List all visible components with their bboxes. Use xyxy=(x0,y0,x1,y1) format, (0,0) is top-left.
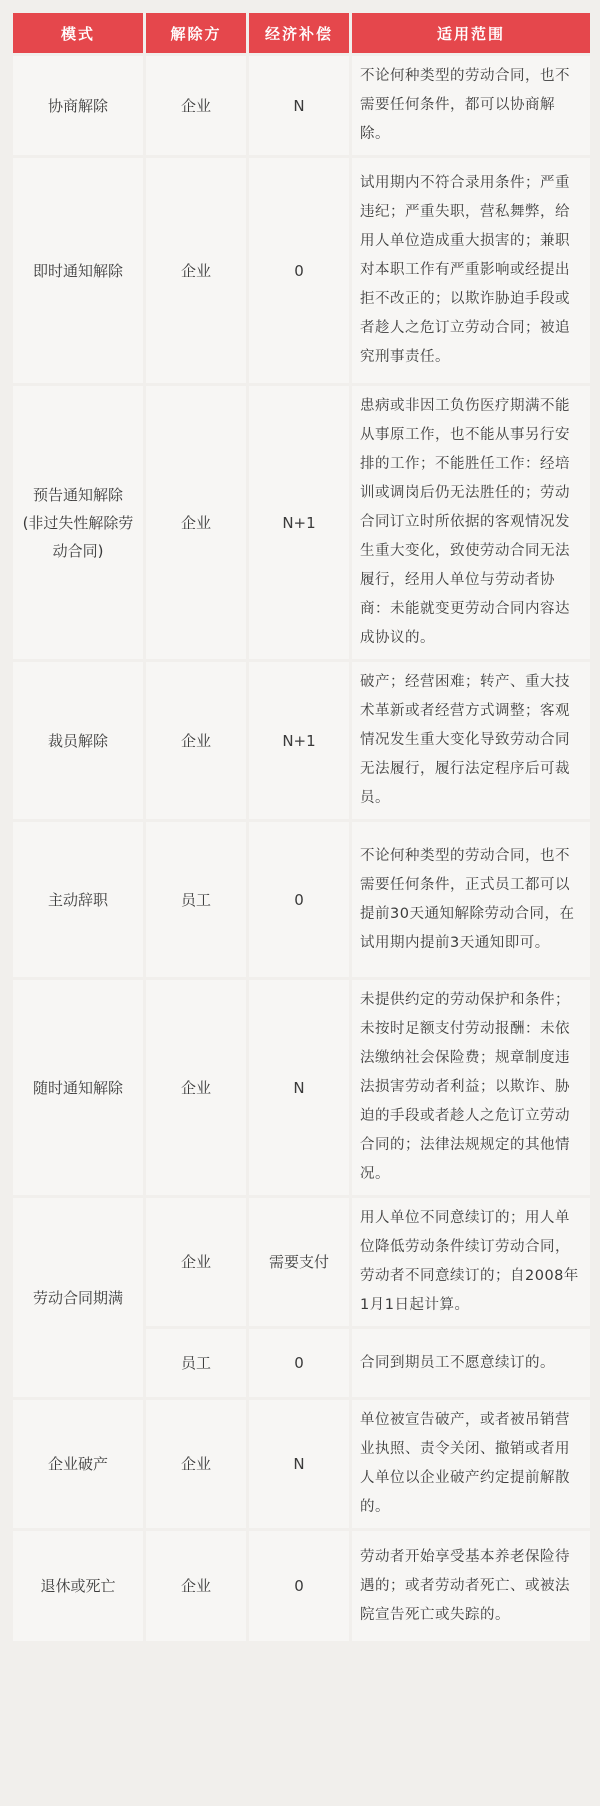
scope-cell: 试用期内不符合录用条件；严重违纪；严重失职，营私舞弊，给用人单位造成重大损害的；兼职对本职工作有严重影响或经提出拒不改正的；以欺诈胁迫手段或者趁人之危订立劳动合同；被追究刑事责任。 xyxy=(352,158,590,383)
compensation-cell: N+1 xyxy=(249,386,349,659)
party-cell: 企业 xyxy=(146,1400,246,1528)
party-cell: 企业 xyxy=(146,386,246,659)
table-row xyxy=(13,56,590,155)
scope-cell: 用人单位不同意续订的；用人单位降低劳动条件续订劳动合同，劳动者不同意续订的；自2008年1月1日起计算。 xyxy=(352,1198,590,1326)
termination-table xyxy=(10,10,593,1644)
compensation-cell: 0 xyxy=(249,822,349,977)
party-cell: 企业 xyxy=(146,980,246,1195)
table-row xyxy=(13,386,590,659)
mode-cell: 企业破产 xyxy=(13,1400,143,1528)
scope-cell: 破产；经营困难；转产、重大技术革新或者经营方式调整；客观情况发生重大变化导致劳动合同无法履行，履行法定程序后可裁员。 xyxy=(352,662,590,819)
mode-cell: 随时通知解除 xyxy=(13,980,143,1195)
header-mode: 模式 xyxy=(13,13,143,53)
party-cell: 员工 xyxy=(146,822,246,977)
mode-cell: 主动辞职 xyxy=(13,822,143,977)
compensation-cell: 0 xyxy=(249,158,349,383)
header-row xyxy=(13,13,590,53)
table-row xyxy=(13,980,590,1195)
compensation-cell: N xyxy=(249,980,349,1195)
table-row xyxy=(13,662,590,819)
header-compensation: 经济补偿 xyxy=(249,13,349,53)
mode-cell: 协商解除 xyxy=(13,56,143,155)
mode-cell: 裁员解除 xyxy=(13,662,143,819)
table-row xyxy=(13,1198,590,1326)
mode-note: (非过失性解除劳动合同) xyxy=(22,513,134,560)
mode-cell: 即时通知解除 xyxy=(13,158,143,383)
header-scope: 适用范围 xyxy=(352,13,590,53)
table-row xyxy=(13,1400,590,1528)
mode-cell xyxy=(13,386,143,659)
scope-cell: 劳动者开始享受基本养老保险待遇的；或者劳动者死亡、或被法院宣告死亡或失踪的。 xyxy=(352,1531,590,1641)
mode-title: 预告通知解除 xyxy=(32,485,123,504)
scope-cell: 患病或非因工负伤医疗期满不能从事原工作，也不能从事另行安排的工作；不能胜任工作：经培训或调岗后仍无法胜任的；劳动合同订立时所依据的客观情况发生重大变化，致使劳动合同无法履行，经用人单位与劳动者协商：未能就变更劳动合同内容达成协议的。 xyxy=(352,386,590,659)
compensation-cell: 0 xyxy=(249,1531,349,1641)
scope-cell: 不论何种类型的劳动合同，也不需要任何条件，正式员工都可以提前30天通知解除劳动合同，在试用期内提前3天通知即可。 xyxy=(352,822,590,977)
compensation-cell: N xyxy=(249,1400,349,1528)
compensation-cell: 需要支付 xyxy=(249,1198,349,1326)
scope-cell: 合同到期员工不愿意续订的。 xyxy=(352,1329,590,1397)
table-row xyxy=(13,1531,590,1641)
header-party: 解除方 xyxy=(146,13,246,53)
scope-cell: 单位被宣告破产，或者被吊销营业执照、责令关闭、撤销或者用人单位以企业破产约定提前解散的。 xyxy=(352,1400,590,1528)
scope-cell: 未提供约定的劳动保护和条件；未按时足额支付劳动报酬：未依法缴纳社会保险费；规章制度违法损害劳动者利益；以欺诈、胁迫的手段或者趁人之危订立劳动合同的；法律法规规定的其他情况。 xyxy=(352,980,590,1195)
scope-cell: 不论何种类型的劳动合同，也不需要任何条件，都可以协商解除。 xyxy=(352,56,590,155)
party-cell: 企业 xyxy=(146,56,246,155)
compensation-cell: 0 xyxy=(249,1329,349,1397)
table-row xyxy=(13,822,590,977)
party-cell: 企业 xyxy=(146,158,246,383)
table-row xyxy=(13,158,590,383)
party-cell: 企业 xyxy=(146,1198,246,1326)
party-cell: 员工 xyxy=(146,1329,246,1397)
mode-cell: 劳动合同期满 xyxy=(13,1198,143,1397)
compensation-cell: N xyxy=(249,56,349,155)
party-cell: 企业 xyxy=(146,1531,246,1641)
mode-cell: 退休或死亡 xyxy=(13,1531,143,1641)
party-cell: 企业 xyxy=(146,662,246,819)
compensation-cell: N+1 xyxy=(249,662,349,819)
